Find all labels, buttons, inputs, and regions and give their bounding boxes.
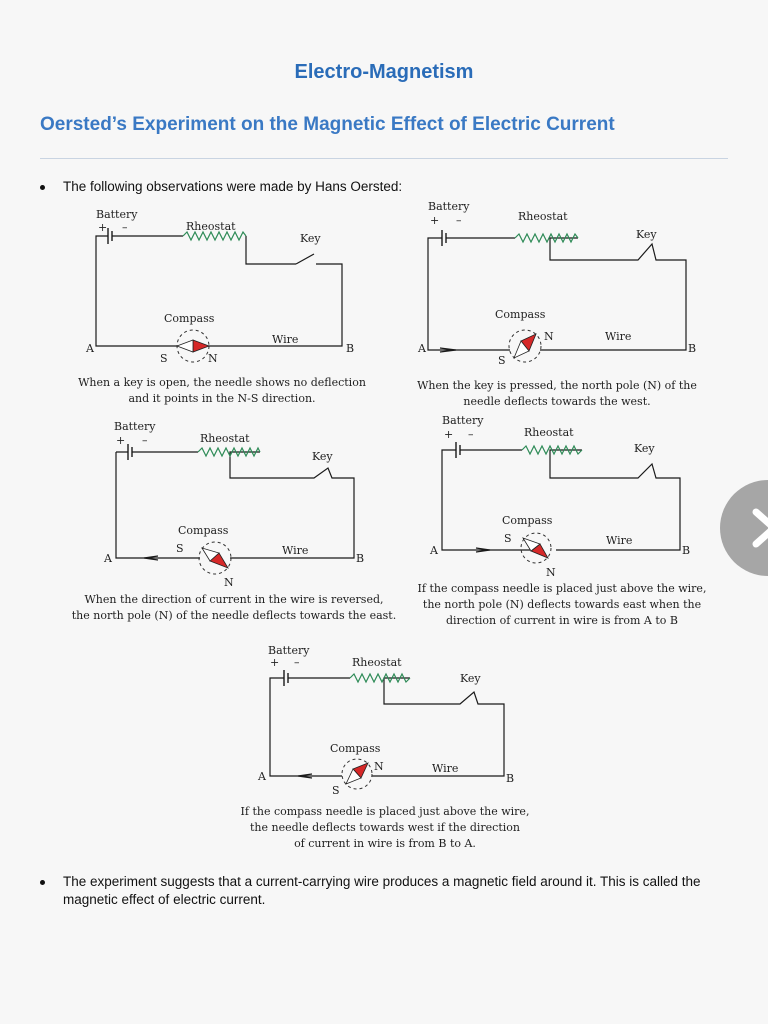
plus-label: + [430, 214, 440, 227]
point-b-label: B [356, 552, 365, 565]
key-label: Key [312, 450, 333, 463]
plus-label: + [98, 221, 108, 234]
diagram-key-pressed [400, 198, 710, 370]
rheostat-symbol [183, 232, 246, 240]
battery-label: Battery [442, 414, 484, 427]
plus-label: + [444, 428, 454, 441]
compass-label: Compass [495, 308, 546, 321]
point-b-label: B [506, 772, 515, 785]
diagram-key-open [68, 204, 368, 374]
battery-label: Battery [114, 420, 156, 433]
diagram-caption: When the direction of current in the wire is reversed, the north pole (N) of the needle deflects towards the east. [71, 593, 397, 622]
rheostat-label: Rheostat [352, 656, 402, 669]
wire-label: Wire [605, 330, 632, 343]
battery-symbol [108, 228, 112, 244]
minus-label: – [468, 428, 474, 441]
rheostat-label: Rheostat [186, 220, 236, 233]
point-a-label: A [430, 544, 438, 557]
diagram-caption: If the compass needle is placed just above the wire, the needle deflects towards west if the direction of current in wire is from B to A. [240, 805, 530, 850]
circuit-wiring [428, 238, 686, 352]
battery-symbol [456, 442, 460, 458]
battery-label: Battery [268, 644, 310, 657]
point-a-label: A [104, 552, 112, 565]
north-label: N [544, 330, 554, 343]
page-title: Electro-Magnetism [294, 61, 474, 83]
north-label: N [546, 566, 556, 579]
wire-label: Wire [272, 333, 299, 346]
rheostat-symbol [515, 234, 578, 242]
battery-label: Battery [428, 200, 470, 213]
diagram-needle-above-b-to-a [246, 640, 526, 800]
north-label: N [208, 352, 218, 365]
observation-intro-text: The following observations were made by Hans Oersted: [63, 179, 403, 194]
diagram-current-reversed [88, 418, 378, 588]
compass-label: Compass [330, 742, 381, 755]
observation-intro [40, 178, 740, 196]
circuit-wiring [116, 452, 354, 560]
rheostat-label: Rheostat [518, 210, 568, 223]
diagram-caption: When a key is open, the needle shows no deflection and it points in the N-S direction. [78, 376, 366, 405]
divider [40, 158, 728, 159]
point-a-label: A [86, 342, 94, 355]
diagram-needle-above-a-to-b [418, 408, 708, 586]
compass-needle-north [193, 340, 209, 352]
key-label: Key [300, 232, 321, 245]
point-a-label: A [258, 770, 266, 783]
battery-label: Battery [96, 208, 138, 221]
key-label: Key [636, 228, 657, 241]
next-page-button[interactable] [720, 480, 768, 576]
point-a-label: A [418, 342, 426, 355]
point-b-label: B [688, 342, 697, 355]
key-label: Key [634, 442, 655, 455]
wire-label: Wire [432, 762, 459, 775]
circuit-wiring [270, 678, 504, 778]
minus-label: – [456, 214, 462, 227]
chevron-right-icon [746, 506, 768, 550]
compass-label: Compass [164, 312, 215, 325]
wire-label: Wire [282, 544, 309, 557]
north-label: N [374, 760, 384, 773]
south-label: S [160, 352, 168, 365]
compass-label: Compass [502, 514, 553, 527]
circuit-wiring [96, 236, 342, 346]
plus-label: + [270, 656, 280, 669]
south-label: S [498, 354, 506, 367]
conclusion-text: The experiment suggests that a current-carrying wire produces a magnetic field around it. This is called the magnetic effect of electric current. [63, 874, 701, 907]
plus-label: + [116, 434, 126, 447]
section-heading: Oersted’s Experiment on the Magnetic Effect of Electric Current [40, 114, 615, 135]
bullet-dot [40, 880, 45, 885]
minus-label: – [122, 221, 128, 234]
south-label: S [332, 784, 340, 797]
conclusion [40, 873, 730, 913]
compass-needle-south [177, 340, 193, 352]
minus-label: – [142, 434, 148, 447]
point-b-label: B [682, 544, 691, 557]
rheostat-label: Rheostat [524, 426, 574, 439]
key-label: Key [460, 672, 481, 685]
bullet-dot [40, 185, 45, 190]
south-label: S [504, 532, 512, 545]
north-label: N [224, 576, 234, 589]
rheostat-label: Rheostat [200, 432, 250, 445]
wire-label: Wire [606, 534, 633, 547]
point-b-label: B [346, 342, 355, 355]
diagram-caption: When the key is pressed, the north pole (N) of the needle deflects towards the west. [417, 379, 697, 408]
compass-label: Compass [178, 524, 229, 537]
battery-symbol [284, 670, 288, 686]
diagram-caption: If the compass needle is placed just above the wire, the north pole (N) deflects towards east when the direction of current in wire is from A to B [417, 582, 707, 627]
battery-symbol [128, 444, 132, 460]
battery-symbol [442, 230, 446, 246]
minus-label: – [294, 656, 300, 669]
south-label: S [176, 542, 184, 555]
circuit-wiring [442, 450, 680, 552]
